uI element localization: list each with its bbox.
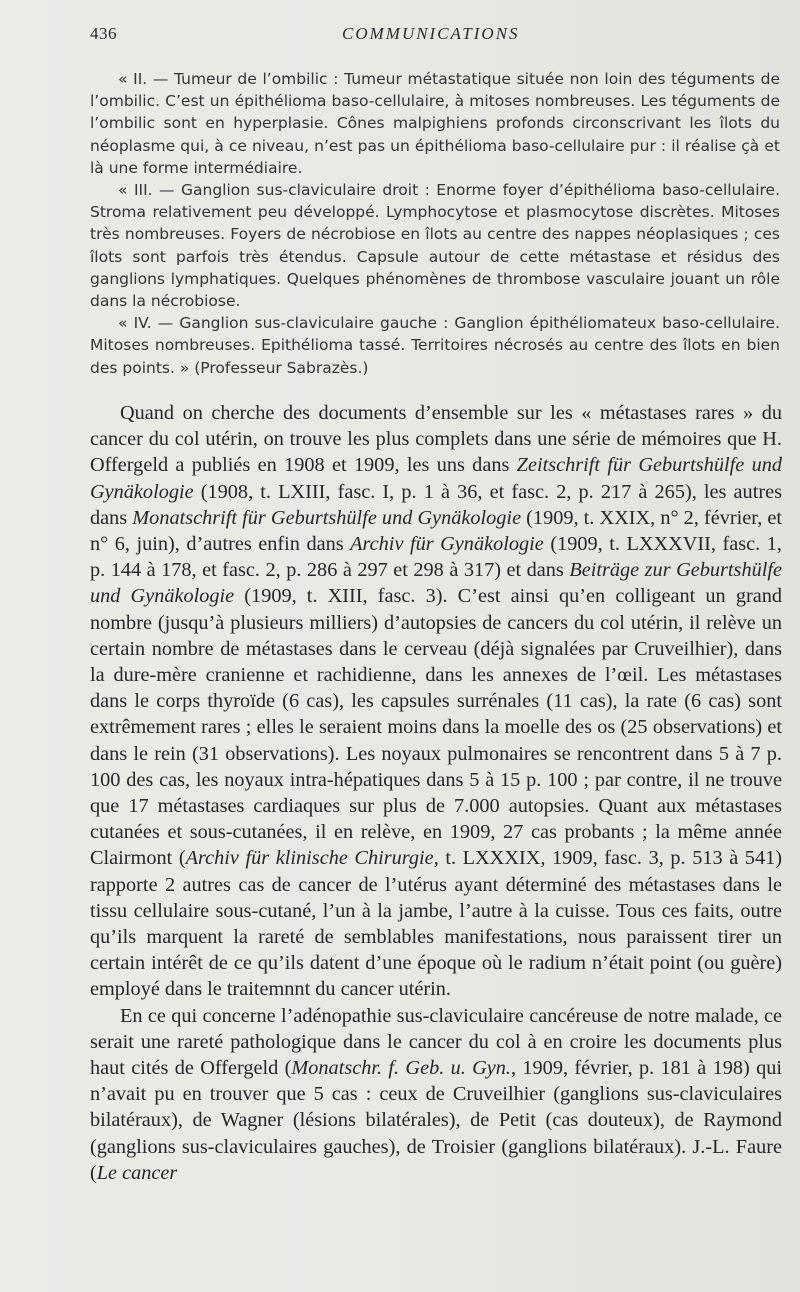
quote-paragraph-ganglion-droit: « III. — Ganglion sus-claviculaire droit : Enorme foyer d’épithélioma baso-cellulaire. Stroma relativement peu développé. Lymphocytose et plasmocytose discrètes. Mitoses très nombreuses. Foyers de nécrobiose en îlots au centre des nappes néoplasiques ; ces îlots sont parfois très étendus. Capsule autour de cette métastase et résidus des ganglions lymphatiques. Quelques phénomènes de thrombose vasculaire jouant un rôle dans la nécrobiose. bbox=[90, 181, 780, 311]
quote-paragraph-tumeur-ombilic: « II. — Tumeur de l’ombilic : Tumeur métastatique située non loin des téguments de l’ombilic. C’est un épithélioma baso-cellulaire, à mitoses nombreuses. Les téguments de l’ombilic sont en hyperplasie. Cônes malpighiens profonds circonscrivant les îlots du néoplasme qui, à ce niveau, n’est pas un épithélioma baso-cellulaire pur : il réalise çà et là une forme intermédiaire. bbox=[90, 70, 780, 177]
text-run: , t. LXXXIX, 1909, fasc. 3, p. 513 à 541) rapporte 2 autres cas de cancer de l’utérus ayant déterminé des métastases dans le tissu cellulaire sous-cutané, l’un à la jambe, l’autre à la cuisse. Tous ces faits, outre qu’ils marquent la rareté de semblables manifestations, nous paraissent tirer un certain intérêt de ce qu’ils datent d’une époque où le radium n’était point (ou guère) employé dans le traitemnnt du cancer utérin. bbox=[90, 847, 782, 1001]
quote-paragraph-ganglion-gauche: « IV. — Ganglion sus-claviculaire gauche : Ganglion épithéliomateux baso-cellulaire. Mitoses nombreuses. Epithélioma tassé. Territoires nécrosés au centre des îlots en bien des points. » (Professeur Sabrazès.) bbox=[90, 314, 780, 377]
body-paragraph-metastases bbox=[90, 400, 782, 1003]
text-run: En ce qui concerne l’adénopathie sus-claviculaire cancéreuse de notre malade, ce serait une rareté pathologique dans le cancer du col à en croire les documents plus haut cités de Offergeld ( bbox=[90, 1004, 782, 1080]
running-head: COMMUNICATIONS bbox=[342, 24, 520, 43]
journal-title: Archiv für Gynäkologie bbox=[350, 533, 544, 556]
journal-title: Monatschrift für Geburtshülfe und Gynäkologie bbox=[132, 506, 522, 529]
text-run: (1908, t. LXIII, fasc. I, p. 1 à 36, et fasc. 2, p. 217 à 265), les autres dans bbox=[90, 480, 782, 529]
journal-title: Beiträge zur Geburtshülfe und Gynäkologie bbox=[90, 559, 782, 608]
journal-title: Archiv für klinische Chirurgie bbox=[185, 847, 434, 870]
main-text bbox=[90, 400, 782, 1186]
text-run: Quand on cherche des documents d’ensemble sur les « métastases rares » du cancer du col utérin, on trouve les plus complets dans une série de mémoires que H. Offergeld a publiés en 1908 et 1909, les uns dans bbox=[90, 402, 782, 477]
book-title: Le cancer bbox=[96, 1161, 178, 1184]
text-run: (1909, t. LXXXVII, fasc. 1, p. 144 à 178, et fasc. 2, p. 286 à 297 et 298 à 317) et dans bbox=[90, 533, 782, 582]
journal-title: Monatschr. f. Geb. u. Gyn. bbox=[291, 1057, 511, 1080]
text-run: (1909, t. XXIX, n° 2, février, et n° 6, juin), d’autres enfin dans bbox=[90, 506, 783, 556]
body-paragraph-adenopathie bbox=[90, 1003, 782, 1186]
page-number: 436 bbox=[90, 24, 117, 43]
journal-title: Zeitschrift für Geburtshülfe und Gynäkologie bbox=[90, 454, 782, 503]
pathology-report-quote bbox=[90, 68, 780, 379]
text-run: (1909, t. XIII, fasc. 3). C’est ainsi qu’en colligeant un grand nombre (jusqu’à plusieurs milliers) d’autopsies de cancers du col utérin, il relève un certain nombre de métastases dans le cerveau (déjà signalées par Cruveilhier), dans la dure-mère cranienne et rachidienne, dans les annexes de l’œil. Les métastases dans le corps thyroïde (6 cas), les capsules surrénales (11 cas), la rate (6 cas) sont extrêmement rares ; elles le seraient moins dans la moelle des os (25 observations) et dans le rein (31 observations). Les noyaux pulmonaires se rencontrent dans 5 à 7 p. 100 des cas, les noyaux intra-hépatiques dans 5 à 15 p. 100 ; par contre, il ne trouve que 17 métastases cardiaques sur plus de 7.000 autopsies. Quant aux métastases cutanées et sous-cutanées, il en relève, en 1909, 27 cas probants ; la même année Clairmont ( bbox=[90, 585, 782, 870]
page-header bbox=[90, 24, 780, 48]
text-run: , 1909, février, p. 181 à 198) qui n’avait pu en trouver que 5 cas : ceux de Cruveilhier (ganglions sus-claviculaires bilatéraux), de Wagner (lésions bilatérales), de Petit (cas douteux), de Raymond (ganglions sus-claviculaires gauches), de Troisier (ganglions bilatéraux). J.-L. Faure ( bbox=[90, 1057, 782, 1184]
